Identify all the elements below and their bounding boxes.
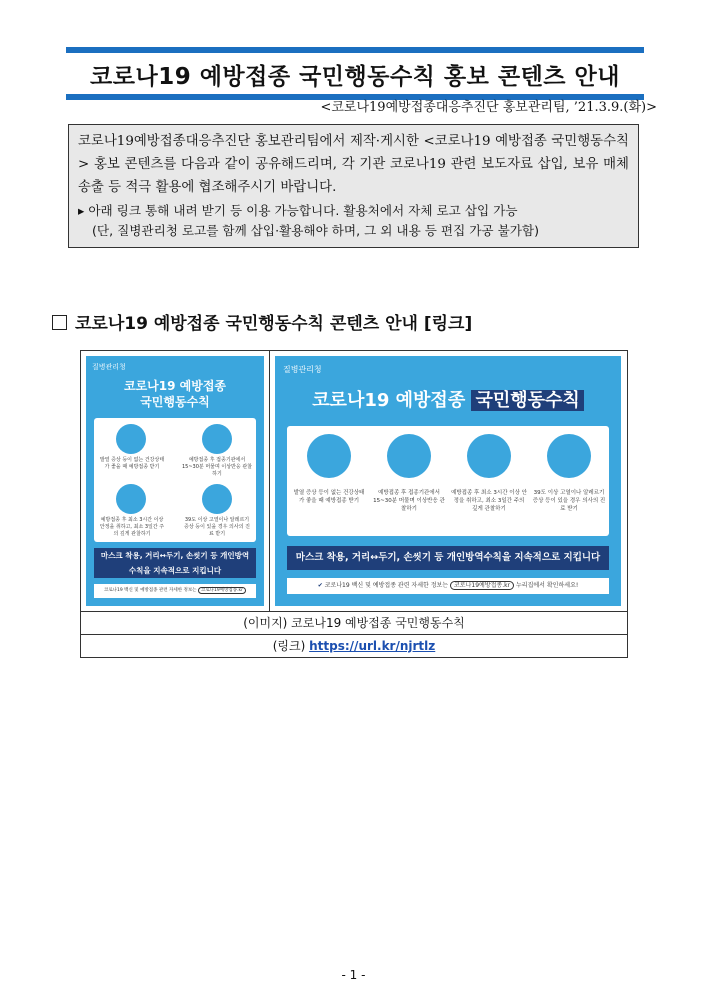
- poster-horizontal-cell: [270, 351, 628, 612]
- card-caption-4: 39도 이상 고열이나 알레르기 증상 등이 있을 경우 의사의 진료 받기: [532, 490, 606, 512]
- doctor-patient-icon: [547, 434, 591, 478]
- download-link[interactable]: https://url.kr/njrtlz: [309, 639, 436, 653]
- poster-vertical-footer: [94, 584, 256, 598]
- poster-vertical-band: 마스크 착용, 거리↔두기, 손씻기 등 개인방역수칙을 지속적으로 지킵니다: [94, 548, 256, 578]
- content-table: [80, 350, 628, 658]
- calendar-icon: [116, 484, 146, 514]
- poster-vertical-footer-text: 코로나19 백신 및 예방접종 관련 자세한 정보는: [103, 588, 197, 593]
- card-caption-1: 발열 증상 등이 없는 건강상태가 좋을 때 예방접종 받기: [293, 490, 365, 504]
- poster-vertical-title-line2: 국민행동수칙: [140, 395, 210, 409]
- calendar-icon: [467, 434, 511, 478]
- poster-vertical-title: [86, 378, 264, 410]
- poster-horizontal: [275, 356, 621, 606]
- page-number: - 1 -: [341, 968, 366, 982]
- card-caption-2: 예방접종 후 접종기관에서 15~30분 머물며 이상반응 관찰하기: [373, 490, 445, 512]
- stopwatch-magnifier-icon: [202, 424, 232, 454]
- image-caption-cell: [81, 612, 628, 635]
- link-label: (링크): [272, 639, 306, 653]
- person-raising-arms-icon: [116, 424, 146, 454]
- poster-horizontal-footer-link: 코로나19예방접종.kr: [450, 581, 514, 590]
- agency-logo: 질병관리청: [283, 365, 322, 374]
- poster-horizontal-band: 마스크 착용, 거리↔두기, 손씻기 등 개인방역수칙을 지속적으로 지킵니다: [287, 546, 609, 570]
- source-line: <코로나19예방접종대응추진단 홍보관리팀, ’21.3.9.(화)>: [320, 100, 657, 115]
- document-title: 코로나19 예방접종 국민행동수칙 홍보 콘텐츠 안내: [90, 64, 620, 90]
- poster-horizontal-title-line2: 국민행동수칙: [471, 390, 583, 411]
- card-caption-3: 예방접종 후 최소 3시간 이상 안정을 취하고, 최소 3일간 주의 깊게 관찰하기: [451, 490, 527, 512]
- poster-horizontal-footer: [287, 578, 609, 594]
- link-cell: [81, 635, 628, 658]
- card-caption-4: 39도 이상 고열이나 알레르기 증상 등이 있을 경우 의사의 진료 받기: [184, 517, 250, 537]
- notice-bullet-note: (단, 질병관리청 로고를 함께 삽입·활용해야 하며, 그 외 내용 등 편집 가공 불가함): [92, 223, 540, 238]
- section-heading-text: 코로나19 예방접종 국민행동수칙 콘텐츠 안내 [링크]: [75, 314, 473, 334]
- card-caption-2: 예방접종 후 접종기관에서 15~30분 머물며 이상반응 관찰하기: [182, 457, 252, 477]
- card-caption-3: 예방접종 후 최소 3시간 이상 안정을 취하고, 최소 3일간 주의 깊게 관찰하기: [99, 517, 165, 537]
- poster-horizontal-card: [287, 426, 609, 536]
- poster-horizontal-footer-text: 코로나19 백신 및 예방접종 관련 자세한 정보는: [324, 582, 449, 589]
- poster-vertical-cell: [81, 351, 270, 612]
- doctor-patient-icon: [202, 484, 232, 514]
- check-icon: ✔: [317, 582, 323, 589]
- stopwatch-magnifier-icon: [387, 434, 431, 478]
- poster-vertical: [86, 356, 264, 606]
- notice-box: [68, 124, 639, 248]
- card-caption-1: 발열 증상 등이 없는 건강상태가 좋을 때 예방접종 받기: [99, 457, 165, 470]
- title-block: [66, 47, 644, 100]
- notice-paragraph: 코로나19예방접종대응추진단 홍보관리팀에서 제작·게시한 <코로나19 예방접종 국민행동수칙> 홍보 콘텐츠를 다음과 같이 공유해드리며, 각 기관 코로나19 관련 보도자료 삽입, 보유 매체 송출 등 적극 활용에 협조해주시기 바랍니다.: [78, 134, 629, 195]
- poster-horizontal-title-line1: 코로나19 예방접종: [312, 390, 466, 411]
- notice-bullet: ▸ 아래 링크 통해 내려 받기 등 이용 가능합니다. 활용처에서 자체 로고 삽입 가능: [78, 203, 518, 218]
- checkbox-square-icon: [52, 315, 67, 330]
- image-caption: (이미지) 코로나19 예방접종 국민행동수칙: [243, 616, 465, 630]
- poster-vertical-card: [94, 418, 256, 542]
- agency-logo: 질병관리청: [92, 363, 126, 371]
- poster-vertical-title-line1: 코로나19 예방접종: [123, 379, 227, 393]
- section-heading: [52, 309, 472, 334]
- poster-horizontal-footer-text-2: 누리집에서 확인하세요!: [516, 582, 579, 589]
- poster-vertical-footer-link: 코로나19예방접종.kr: [198, 587, 246, 594]
- person-raising-arms-icon: [307, 434, 351, 478]
- poster-horizontal-title: [275, 386, 621, 412]
